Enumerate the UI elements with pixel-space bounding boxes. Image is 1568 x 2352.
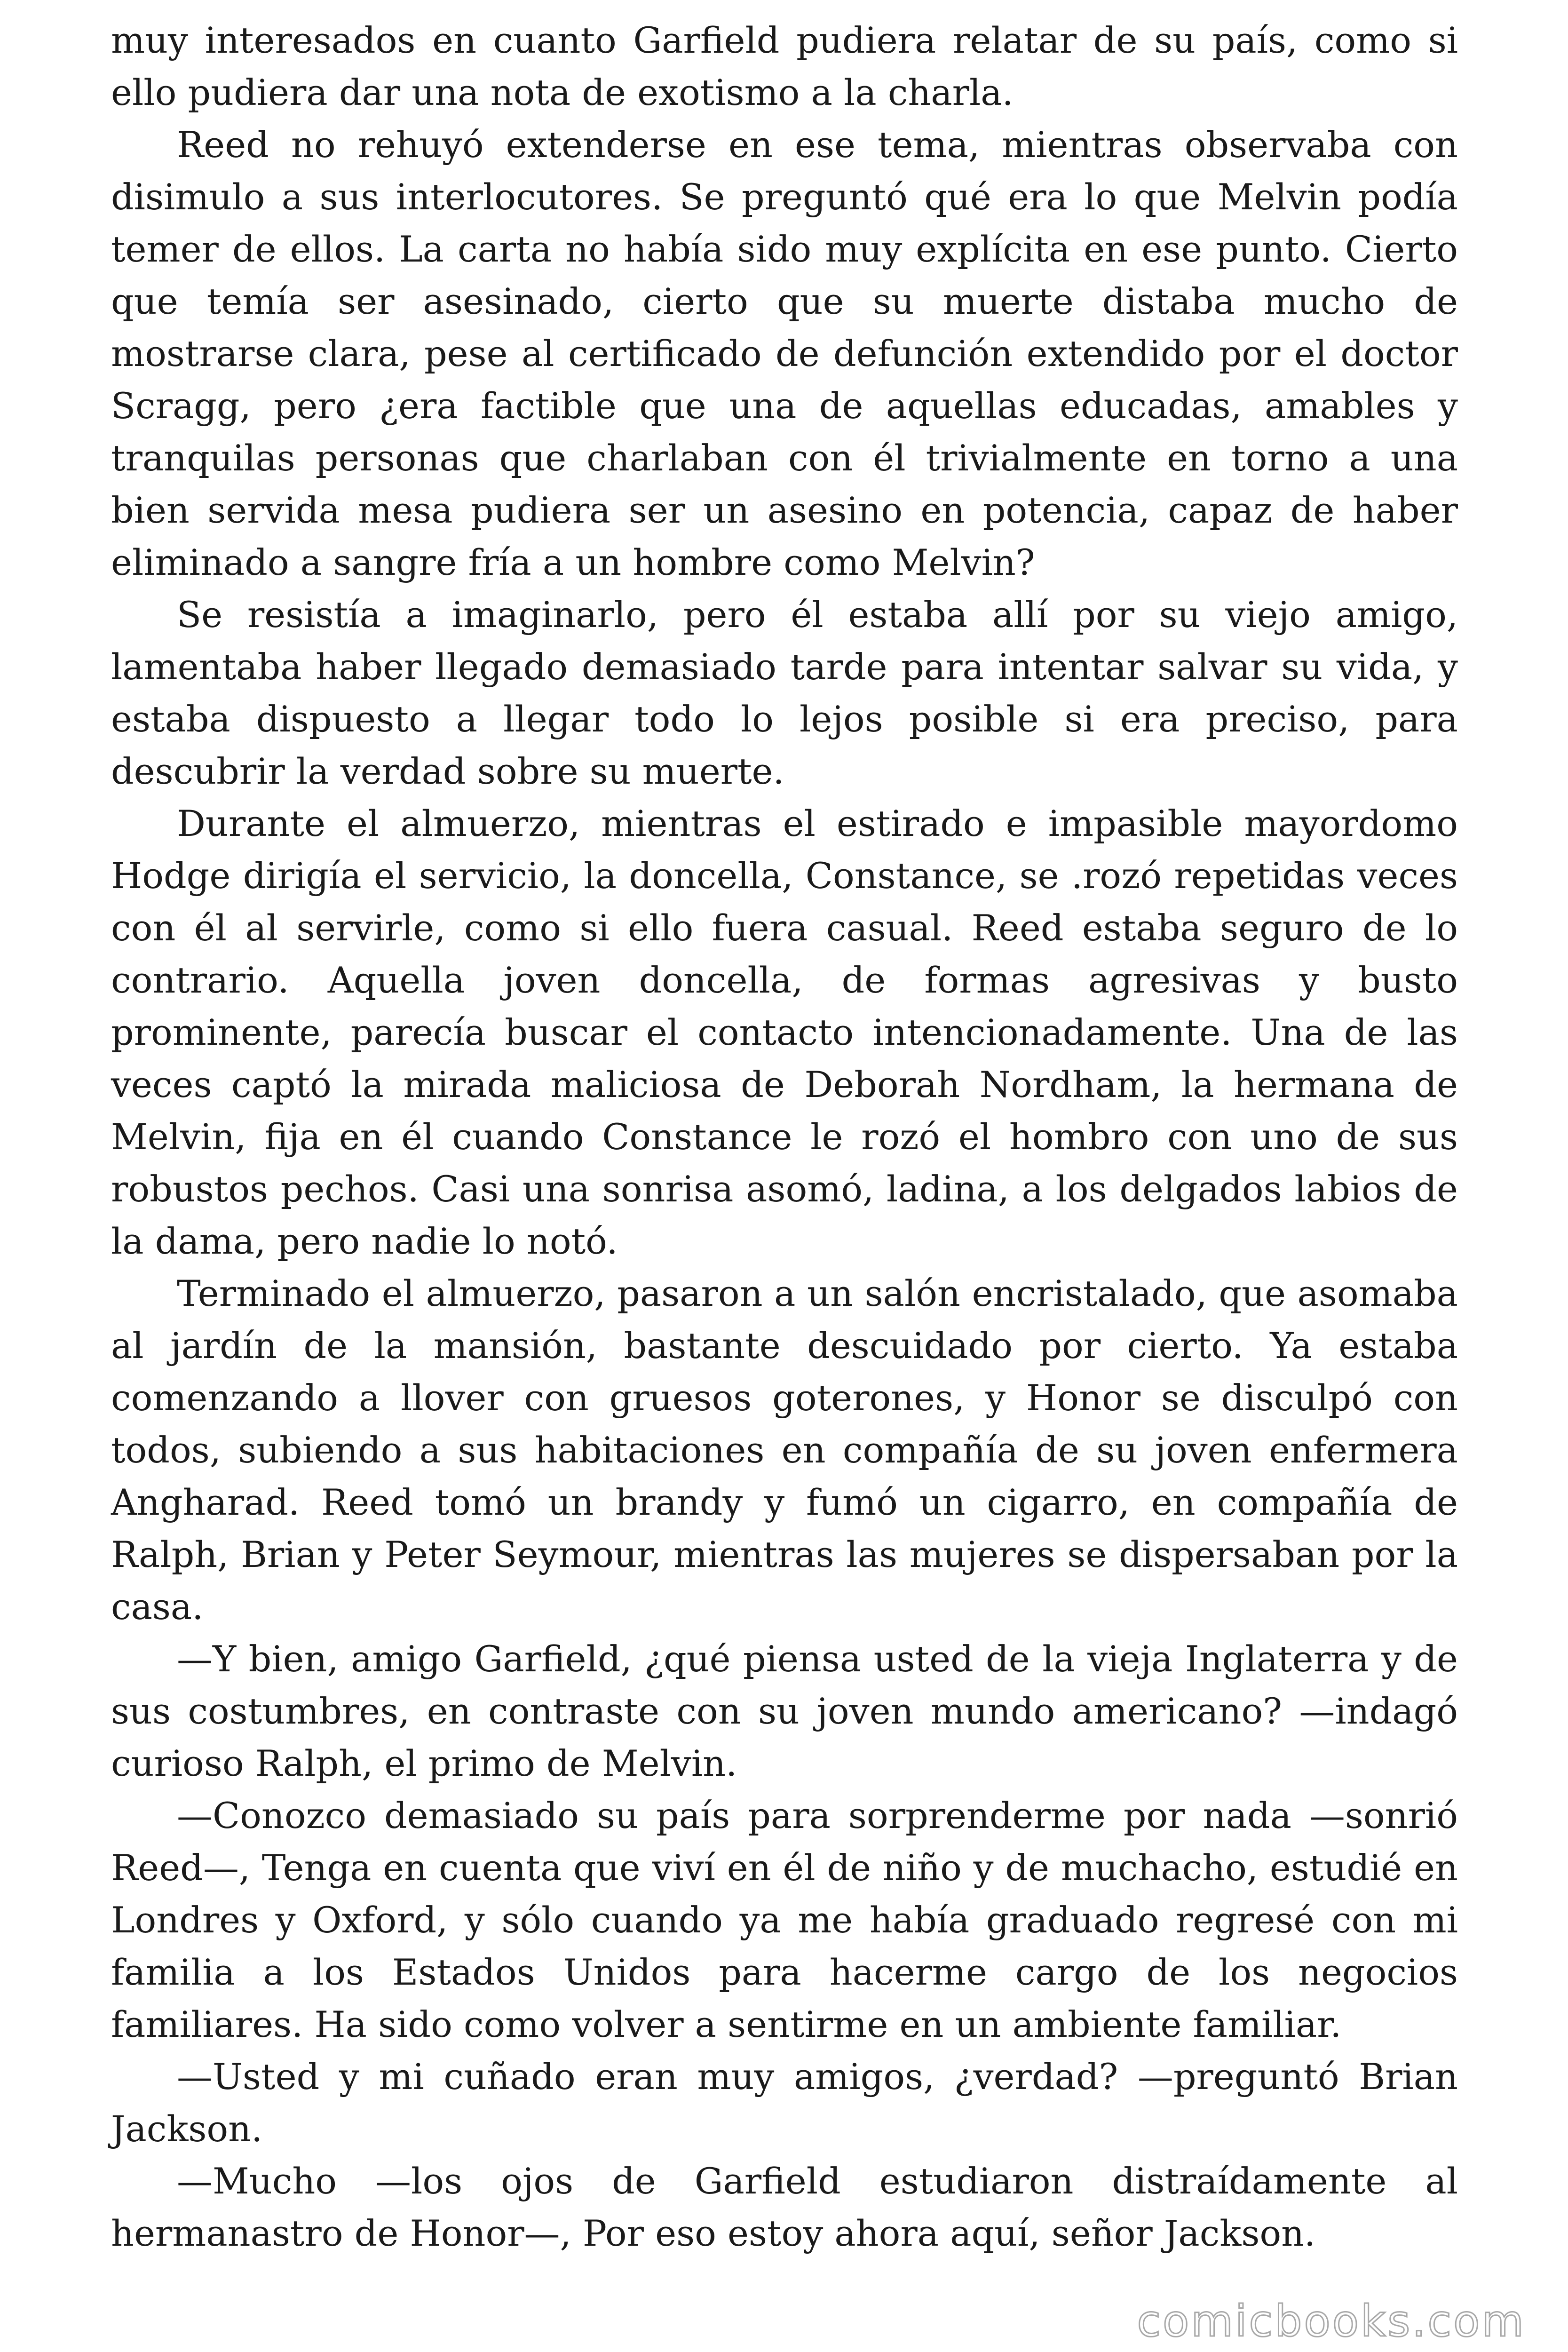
dialogue-reed: —Conozco demasiado su país para sorprenderme por nada —sonrió Reed—, Tenga en cuenta que viví en él de niño y de muchacho, estudié en Londres y Oxford, y sólo cuando ya me había graduado regresé con mi familia a los Estados Unidos para hacerme cargo de los negocios familiares. Ha sido como volver a sentirme en un ambiente familiar. xyxy=(111,1795,1458,2045)
dialogue-ralph: —Y bien, amigo Garfield, ¿qué piensa usted de la vieja Inglaterra y de sus costumbres, en contraste con su joven mundo americano? —indagó curioso Ralph, el primo de Melvin. xyxy=(111,1638,1458,1784)
paragraph-lunch: Durante el almuerzo, mientras el estirado e impasible mayordomo Hodge dirigía el servicio, la doncella, Constance, se .rozó repetidas veces con él al servirle, como si ello fuera casual. Reed estaba seguro de lo contrario. Aquella joven doncella, de formas agresivas y busto prominente, parecía buscar el contacto intencionadamente. Una de las veces captó la mirada maliciosa de Deborah Nordham, la hermana de Melvin, fija en él cuando Constance le rozó el hombro con uno de sus robustos pechos. Casi una sonrisa asomó, ladina, a los delgados labios de la dama, pero nadie lo notó. xyxy=(111,803,1458,1262)
paragraph-reed-observes: Reed no rehuyó extenderse en ese tema, mientras observaba con disimulo a sus interlocutores. Se preguntó qué era lo que Melvin podía temer de ellos. La carta no había sido muy explícita en ese punto. Cierto que temía ser asesinado, cierto que su muerte distaba mucho de mostrarse clara, pese al certificado de defunción extendido por el doctor Scragg, pero ¿era factible que una de aquellas educadas, amables y tranquilas personas que charlaban con él trivialmente en torno a una bien servida mesa pudiera ser un asesino en potencia, capaz de haber eliminado a sangre fría a un hombre como Melvin? xyxy=(111,124,1458,583)
dialogue-brian: —Usted y mi cuñado eran muy amigos, ¿verdad? —preguntó Brian Jackson. xyxy=(111,2056,1458,2150)
dialogue-garfield: —Mucho —los ojos de Garfield estudiaron distraídamente al hermanastro de Honor—, Por eso estoy ahora aquí, señor Jackson. xyxy=(111,2160,1458,2254)
paragraph-reed-resists: Se resistía a imaginarlo, pero él estaba allí por su viejo amigo, lamentaba haber llegado demasiado tarde para intentar salvar su vida, y estaba dispuesto a llegar todo lo lejos posible si era preciso, para descubrir la verdad sobre su muerte. xyxy=(111,594,1458,792)
site-watermark: comicbooks.com xyxy=(1137,2296,1526,2346)
paragraph-after-lunch: Terminado el almuerzo, pasaron a un salón encristalado, que asomaba al jardín de la mansión, bastante descuidado por cierto. Ya estaba comenzando a llover con gruesos goterones, y Honor se disculpó con todos, subiendo a sus habitaciones en compañía de su joven enfermera Angharad. Reed tomó un brandy y fumó un cigarro, en compañía de Ralph, Brian y Peter Seymour, mientras las mujeres se dispersaban por la casa. xyxy=(111,1272,1458,1628)
paragraph-continuation: muy interesados en cuanto Garfield pudiera relatar de su país, como si ello pudiera dar una nota de exotismo a la charla. xyxy=(111,19,1458,113)
book-page-text xyxy=(111,14,1458,2259)
